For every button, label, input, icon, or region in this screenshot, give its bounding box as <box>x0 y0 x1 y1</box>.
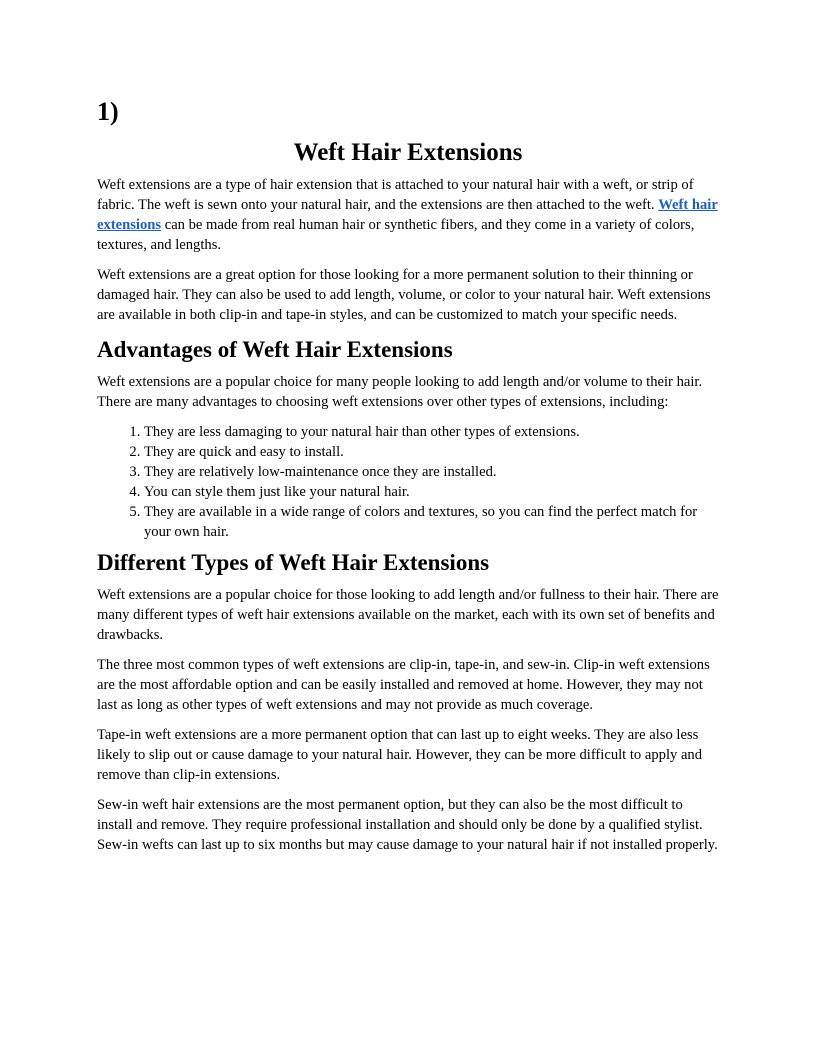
list-item: 5. They are available in a wide range of colors and textures, so you can find the perfect match for your own hair. <box>144 502 719 542</box>
types-paragraph: Weft extensions are a popular choice for those looking to add length and/or fullness to their hair. There are many different types of weft hair extensions available on the market, each with its own set of benefits and drawbacks. <box>97 587 719 643</box>
intro-text-before-link: Weft extensions are a type of hair extension that is attached to your natural hair with a weft, or strip of fabric. The weft is sewn onto your natural hair, and the extensions are then attached to the weft. <box>97 177 694 213</box>
list-item: 3. They are relatively low-maintenance once they are installed. <box>144 462 719 482</box>
types-heading: Different Types of Weft Hair Extensions <box>97 550 490 575</box>
section-number: 1) <box>97 97 119 126</box>
document-page <box>97 95 719 865</box>
advantages-heading: Advantages of Weft Hair Extensions <box>97 337 453 362</box>
list-item: 1. They are less damaging to your natural hair than other types of extensions. <box>144 422 719 442</box>
intro-paragraph-2: Weft extensions are a great option for those looking for a more permanent solution to their thinning or damaged hair. They can also be used to add length, volume, or color to your natural hair. Weft extensions are available in both clip-in and tape-in styles, and can be customized to match your specific needs. <box>97 267 711 323</box>
advantages-intro: Weft extensions are a popular choice for many people looking to add length and/or volume to their hair. There are many advantages to choosing weft extensions over other types of extensions, including: <box>97 374 703 410</box>
page-title: Weft Hair Extensions <box>293 139 523 166</box>
types-paragraph: Sew-in weft hair extensions are the most permanent option, but they can also be the most difficult to install and remove. They require professional installation and should only be done by a qualified stylist. Sew-in wefts can last up to six months but may cause damage to your natural hair if not installed properly. <box>97 797 718 853</box>
types-paragraph: Tape-in weft extensions are a more permanent option that can last up to eight weeks. They are also less likely to slip out or cause damage to your natural hair. However, they can be more difficult to apply and remove than clip-in extensions. <box>97 727 703 783</box>
advantages-list <box>97 422 719 542</box>
list-item: 4. You can style them just like your natural hair. <box>144 482 719 502</box>
types-paragraph: The three most common types of weft extensions are clip-in, tape-in, and sew-in. Clip-in weft extensions are the most affordable option and can be easily installed and removed at home. However, they may not last as long as other types of weft extensions and may not provide as much coverage. <box>97 657 710 713</box>
intro-paragraph-1 <box>97 175 719 255</box>
list-item: 2. They are quick and easy to install. <box>144 442 719 462</box>
intro-text-after-link: can be made from real human hair or synthetic fibers, and they come in a variety of colors, textures, and lengths. <box>97 217 695 253</box>
weft-hair-extensions-link[interactable]: Weft hair extensions <box>97 197 718 233</box>
